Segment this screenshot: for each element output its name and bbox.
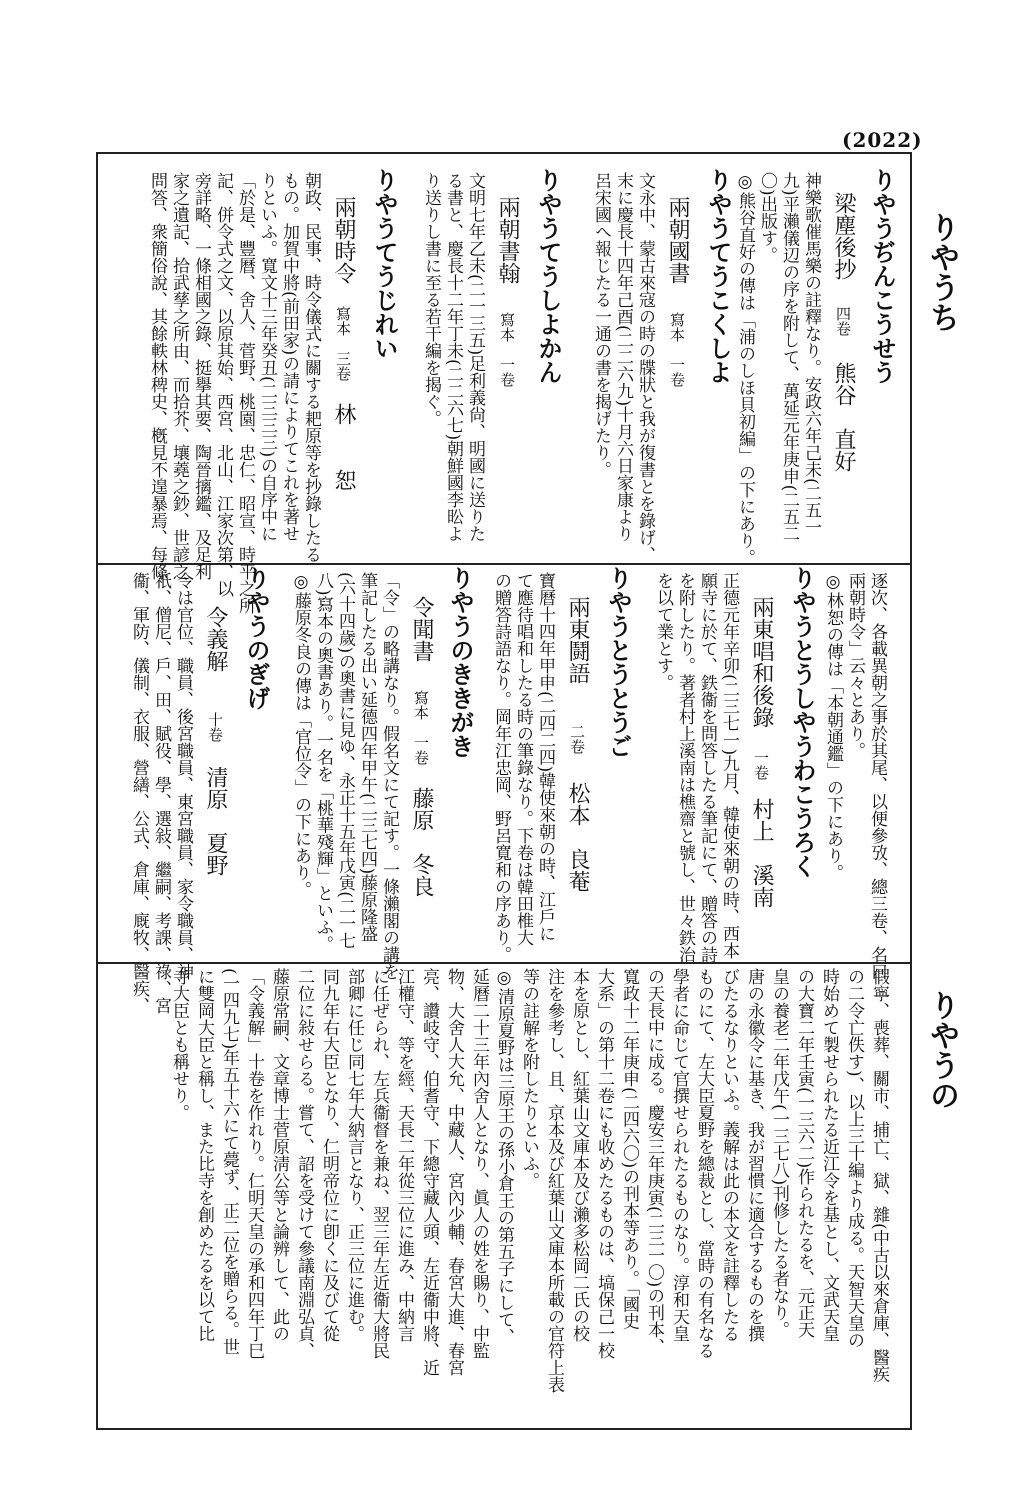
entry-body-line: 〇)出版す。 xyxy=(757,172,777,264)
entry-title: 令聞書 xyxy=(409,596,434,662)
entry-body-line: 記、併令式之文、以原其始、西宮、北山、江家次第、以 xyxy=(213,172,233,597)
entry-body-line: びたるなりといふ。義解は此の本文を註釋したる xyxy=(719,968,739,1342)
entry-body-line: 唐の永徽令に基き、我が習慣に適合するものを撰 xyxy=(744,968,764,1342)
guide-word-bottom: りやうの xyxy=(924,990,959,1110)
entry-body-line: 正德元年辛卯(二三七一)九月、韓使來朝の時、西本 xyxy=(719,572,739,960)
entry-title-line xyxy=(750,596,772,958)
entry-meta: 四卷 xyxy=(834,306,852,336)
entry-body-line: 衞、軍防、儀制、衣服、營繕、公式、倉庫、廐牧、醫疾、 xyxy=(129,572,149,1014)
entry-body-line: て應待唱和したる時の筆錄なり。下卷は韓田椎大 xyxy=(513,572,533,946)
entry-author: 熊谷 直好 xyxy=(831,362,856,472)
entry-meta: 寫本 三卷 xyxy=(334,306,352,381)
entry-title: 梁塵後抄 xyxy=(831,192,856,280)
entry-title: 兩東鬪語 xyxy=(565,596,590,684)
entry-body-line: 假寧、喪葬、關市、捕亡、獄、雜(中古以來倉庫、醫疾 xyxy=(869,968,889,1383)
entry-body-line: 朝政、民事、時令儀式に關する耙原等を抄錄したる xyxy=(301,172,321,563)
entry-body-line: 「令」の略講なり。假名文にて記す。一條瀨閣の講を xyxy=(379,572,399,980)
entry-author: 藤原 冬良 xyxy=(409,787,434,897)
entry-body-line: 九)平瀨儀辺の序を附して、萬延元年庚申(二五二 xyxy=(779,172,799,543)
entry-heading: りやうぢんこうせう xyxy=(868,168,896,384)
entry-heading: りやうのぎげ xyxy=(242,566,270,710)
entry-body-line: 等の註解を附したりといふ。 xyxy=(519,968,539,1189)
entry-body-line: 本を原とし、紅葉山文庫本及び瀨多松岡二氏の校 xyxy=(569,968,589,1342)
entry-body-line: りといふ。寬文十三年癸丑(二三三三)の自序中に xyxy=(257,172,277,543)
entry-meta: 二卷 xyxy=(568,724,586,754)
entry-body-line: の贈答詩語なり。岡年江忠岡、野呂寬和の序あり。 xyxy=(491,572,511,963)
entry-body-line: 神樂歌催馬樂の註釋なり。安政六年己未(二五一 xyxy=(801,172,821,536)
entry-body-line: 八)寫本の奧書あり。一名を「桃華殘輝」といふ。 xyxy=(313,572,333,953)
entry-title: 兩東唱和後錄 xyxy=(749,596,774,728)
entry-body-line: 寬政十二年庚申(二四六〇)の刊本等あり。「國史 xyxy=(619,968,639,1330)
entry-body-line: 藤原常嗣、文章博士菅原淸公等と論辨して、此の xyxy=(269,968,289,1342)
entry-body-line: る書と、慶長十二年丁未(二二六七)朝鮮國李昖よ xyxy=(443,172,463,543)
entry-body-line: 時始めて製せられたる近江令を基とし、文武天皇 xyxy=(819,968,839,1342)
entry-body-line: 文明七年乙未(二一三五)足利義尙、明國に送りた xyxy=(465,172,485,543)
entry-body-line: ものにて、左大臣夏野を總裁とし、當時の有名なる xyxy=(694,968,714,1359)
entry-body-line: 末に慶長十四年己酉(二二六九)十月六日家康より xyxy=(613,172,633,543)
entry-author: 清原 夏野 xyxy=(203,766,228,876)
entry-body-line: 寺大臣とも稱せり。 xyxy=(169,968,189,1121)
entry-body-line: ◎熊谷直好の傳は「浦のしほ貝初編」の下にあり。 xyxy=(735,172,755,566)
entry-meta: 寫本 一卷 xyxy=(668,312,686,387)
entry-body-line: を以て業とす。 xyxy=(653,572,673,691)
entry-title-line xyxy=(666,196,688,556)
entry-title: 兩朝國書 xyxy=(665,196,690,284)
entry-body-line: もの。加賀中將(前田家)の請によりてこれを著せ xyxy=(279,172,299,543)
entry-title-line xyxy=(496,196,518,556)
entry-body-line: 學者に命じて官撰せられたるものなり。淳和天皇 xyxy=(669,968,689,1342)
entry-heading: りやうてうこくしよ xyxy=(704,168,732,384)
entry-body-line: 部卿に任じ同七年大納言となり、正三位に進む。 xyxy=(344,968,364,1342)
entry-body-line: に雙岡大臣と稱し、また比寺を創めたるを以て比 xyxy=(194,968,214,1342)
entry-heading: りやうのききがき xyxy=(446,566,474,758)
entry-body-line: (一四九七)年五十六にて薨ず、正二位を贈らる。世 xyxy=(219,968,239,1356)
entry-body-line: 延曆二十三年內舍人となり、眞人の姓を賜り、中監 xyxy=(469,968,489,1359)
entry-body-line: 二位に敍せらる。嘗て、詔を受けて參議南淵弘貞、 xyxy=(294,968,314,1359)
entry-body-line: 大系」の第十二卷にも收めたるものは、塙保己一校 xyxy=(594,968,614,1359)
entry-meta: 寫本 一卷 xyxy=(412,690,430,765)
entry-heading: りやうとうとうご xyxy=(604,566,632,758)
entry-body-line: 問答、衆簡俗說、其餘軼林稗史、槪見不遑暴焉、每條 xyxy=(147,172,167,580)
entry-body-line: (六十四歲)の奧書に見ゆ、永正十五年戊寅(二一七 xyxy=(335,572,355,949)
entry-body-line: 皇の養老二年戊午(一三七八)刊修したる者なり。 xyxy=(769,968,789,1339)
entry-body-line: 願寺に於て、鉄衞を問答したる筆記にて、贈答の詩 xyxy=(697,572,717,963)
entry-body-line: 「於是、豐曆、舍人、菅野、桃園、忠仁、昭宣、時平之所 xyxy=(235,172,255,614)
entry-author: 林 恕 xyxy=(331,403,356,491)
entry-heading: りやうてうしよかん xyxy=(534,168,562,384)
entry-title: 兩朝時令 xyxy=(331,196,356,284)
entry-body-line: に任ぜられ、左兵衞督を兼ね、翌三年左近衞大將民 xyxy=(369,968,389,1359)
entry-title-line xyxy=(204,606,226,958)
entry-body-line: 寶曆十四年甲申(二四二四)韓使來朝の時、江戶に xyxy=(535,572,555,943)
entry-body-line: り送りし書に至る若干編を揭ぐ。 xyxy=(421,172,441,427)
entry-body-line: の大寶二年壬寅(一三六二)作られたるを、元正天 xyxy=(794,968,814,1339)
entry-body-line: 江權守、等を經、天長二年從三位に進み、中納言 xyxy=(394,968,414,1342)
entry-title-line xyxy=(832,192,854,562)
entry-meta: 寫本 一卷 xyxy=(498,312,516,387)
entry-author: 村上 溪南 xyxy=(749,798,774,908)
entry-title: 兩朝書翰 xyxy=(495,196,520,284)
entry-body-line: 「令義解」十卷を作れり。仁明天皇の承和四年丁巳 xyxy=(244,968,264,1359)
guide-word-top: りやうち xyxy=(924,212,959,332)
entry-heading: りやうてうじれい xyxy=(370,168,398,360)
entry-body-line: 逐次、各載異朝之事於其尾、以便參攷、總三卷、名曰 xyxy=(867,572,887,980)
entry-body-line: を附したり。著者村上溪南は樵齋と號し、世々鉄治 xyxy=(675,572,695,963)
entry-body-line: ◎藤原冬良の傳は「官位令」の下にあり。 xyxy=(291,572,311,898)
entry-body-line: 文永中、蒙古來寇の時の牒狀と我が復書とを錄げ、 xyxy=(635,172,655,563)
entry-body-line: ◎林恕の傳は「本朝通鑑」の下にあり。 xyxy=(823,572,843,881)
entry-body-line: 家之遺記、拾武孳之所由、而拾芥、壤蕘之鈔、世諺之 xyxy=(169,172,189,580)
entry-body-line: 物、大舍人大允、中藏人、宮內少輔、春宮大進、春宮 xyxy=(444,968,464,1376)
entry-title-line xyxy=(410,596,432,958)
entry-body-line: の天長中に成る。慶安三年庚寅(二三一〇)の刊本、 xyxy=(644,968,664,1356)
entry-title-line xyxy=(332,196,354,558)
entry-body-line: 同九年右大臣となり、仁明帝位に卽くに及びて從 xyxy=(319,968,339,1342)
entry-body-line: 旁詳略、一條相國之錄、挺擧其要、陶晉摛鑑、及足利 xyxy=(191,172,211,580)
entry-author: 松本 良菴 xyxy=(565,782,590,892)
entry-body-line: 亮、讚岐守、伯耆守、下總守藏人頭、左近衞中將、近 xyxy=(419,968,439,1376)
entry-meta: 十卷 xyxy=(206,712,224,742)
entry-body-line: 注を參考し、且、京本及び紅葉山文庫本所載の官符上表 xyxy=(544,968,564,1393)
entry-heading: りやうとうしやうわこうろく xyxy=(788,566,816,878)
entry-body-line: 呂宋國へ報じたる一通の書を揭げたり。 xyxy=(591,172,611,478)
entry-body-line: 令は官位、職員、後宮職員、東宮職員、家令職員、神 xyxy=(173,572,193,980)
entry-title: 令義解 xyxy=(203,606,228,672)
entry-body-line: ◎清原夏野は三原王の孫小倉王の第五子にして、 xyxy=(494,968,514,1345)
entry-body-line: 祇、僧尼、戶、田、賦役、學、選敍、繼嗣、考課、祿、宮 xyxy=(151,572,171,1014)
entry-body-line: 兩朝時令」云々とあり。 xyxy=(845,572,865,759)
entry-meta: 一卷 xyxy=(752,750,770,780)
page-number: (2022) xyxy=(842,128,923,152)
entry-body-line: 筆記したる出い延德四年甲午(二三七四)藤原隆盛 xyxy=(357,572,377,943)
entry-title-line xyxy=(566,596,588,958)
entry-body-line: の二令亡佚す)、以上三十編より成る。天智天皇の xyxy=(844,968,864,1349)
